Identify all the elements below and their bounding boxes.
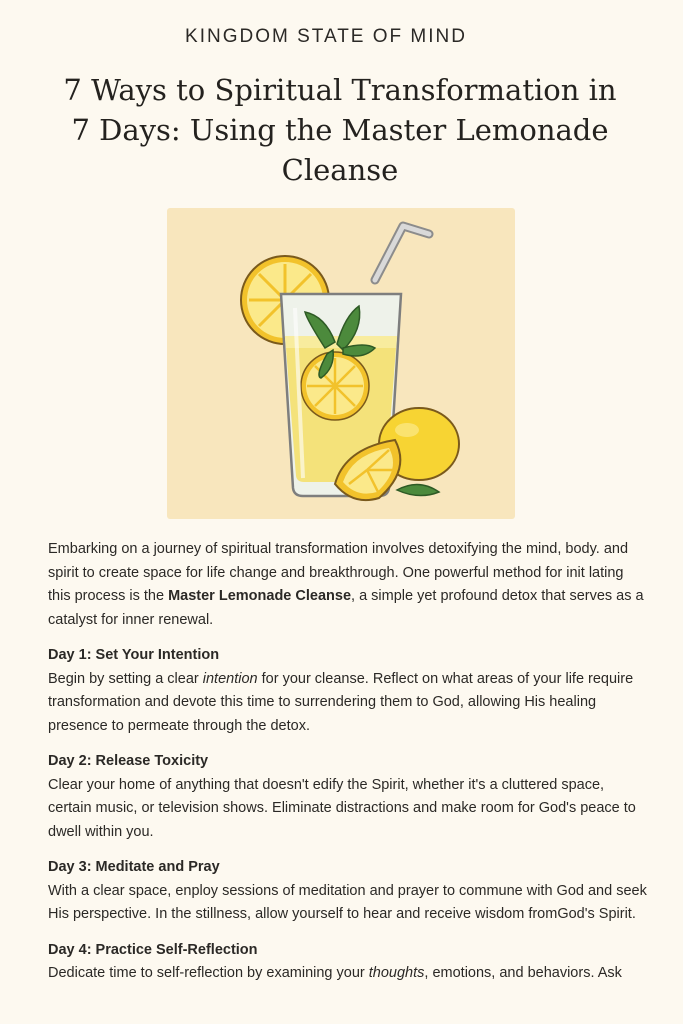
glass-lemon-slice [301,352,369,420]
section-heading: Day 2: Release Toxicity [48,753,209,769]
section-text: Dedicate time to self-reflection by examining your thoughts, emotions, and behaviors. Ask [48,965,622,981]
section-text: Clear your home of anything that doesn't edify the Spirit, whether it's a cluttered space, certain music, or television shows. Eliminate distractions and make room for God's peace to dwell within you. [48,776,636,840]
section-heading: Day 1: Set Your Intention [48,647,220,663]
cleanse-name: Master Lemonade Cleanse [168,588,352,604]
day-1-section [48,644,648,738]
section-text: Begin by setting a clear intention for your cleanse. Reflect on what areas of your life require transformation and devote this time to surrendering them to God, allowing His healing presence to permeate through the detox. [48,670,634,734]
article-title: 7 Ways to Spiritual Transformation in 7 Days: Using the Master Lemonade Cleanse [63,73,617,187]
section-text: With a clear space, enploy sessions of meditation and prayer to commune with God and seek His perspective. In the stillness, allow yourself to hear and receive wisdom fromGod's Spirit. [48,882,647,922]
section-heading: Day 4: Practice Self-Reflection [48,941,258,958]
intro-paragraph: Embarking on a journey of spiritual transformation involves detoxifying the mind, body. and spirit to create space for life change and breakthrough. One powerful method for init lating this process is the Master Lemonade Cleanse, a simple yet profound detox that serves as a catalyst for inner renewal. [48,541,644,628]
day-2-section [48,750,648,844]
lemonade-illustration [167,208,515,519]
site-name[interactable]: KINGDOM STATE OF MIND [185,26,467,47]
day-3-section [48,856,648,927]
section-heading: Day 3: Meditate and Pray [48,859,220,875]
article-body [48,538,648,998]
day-4-section [48,939,648,986]
